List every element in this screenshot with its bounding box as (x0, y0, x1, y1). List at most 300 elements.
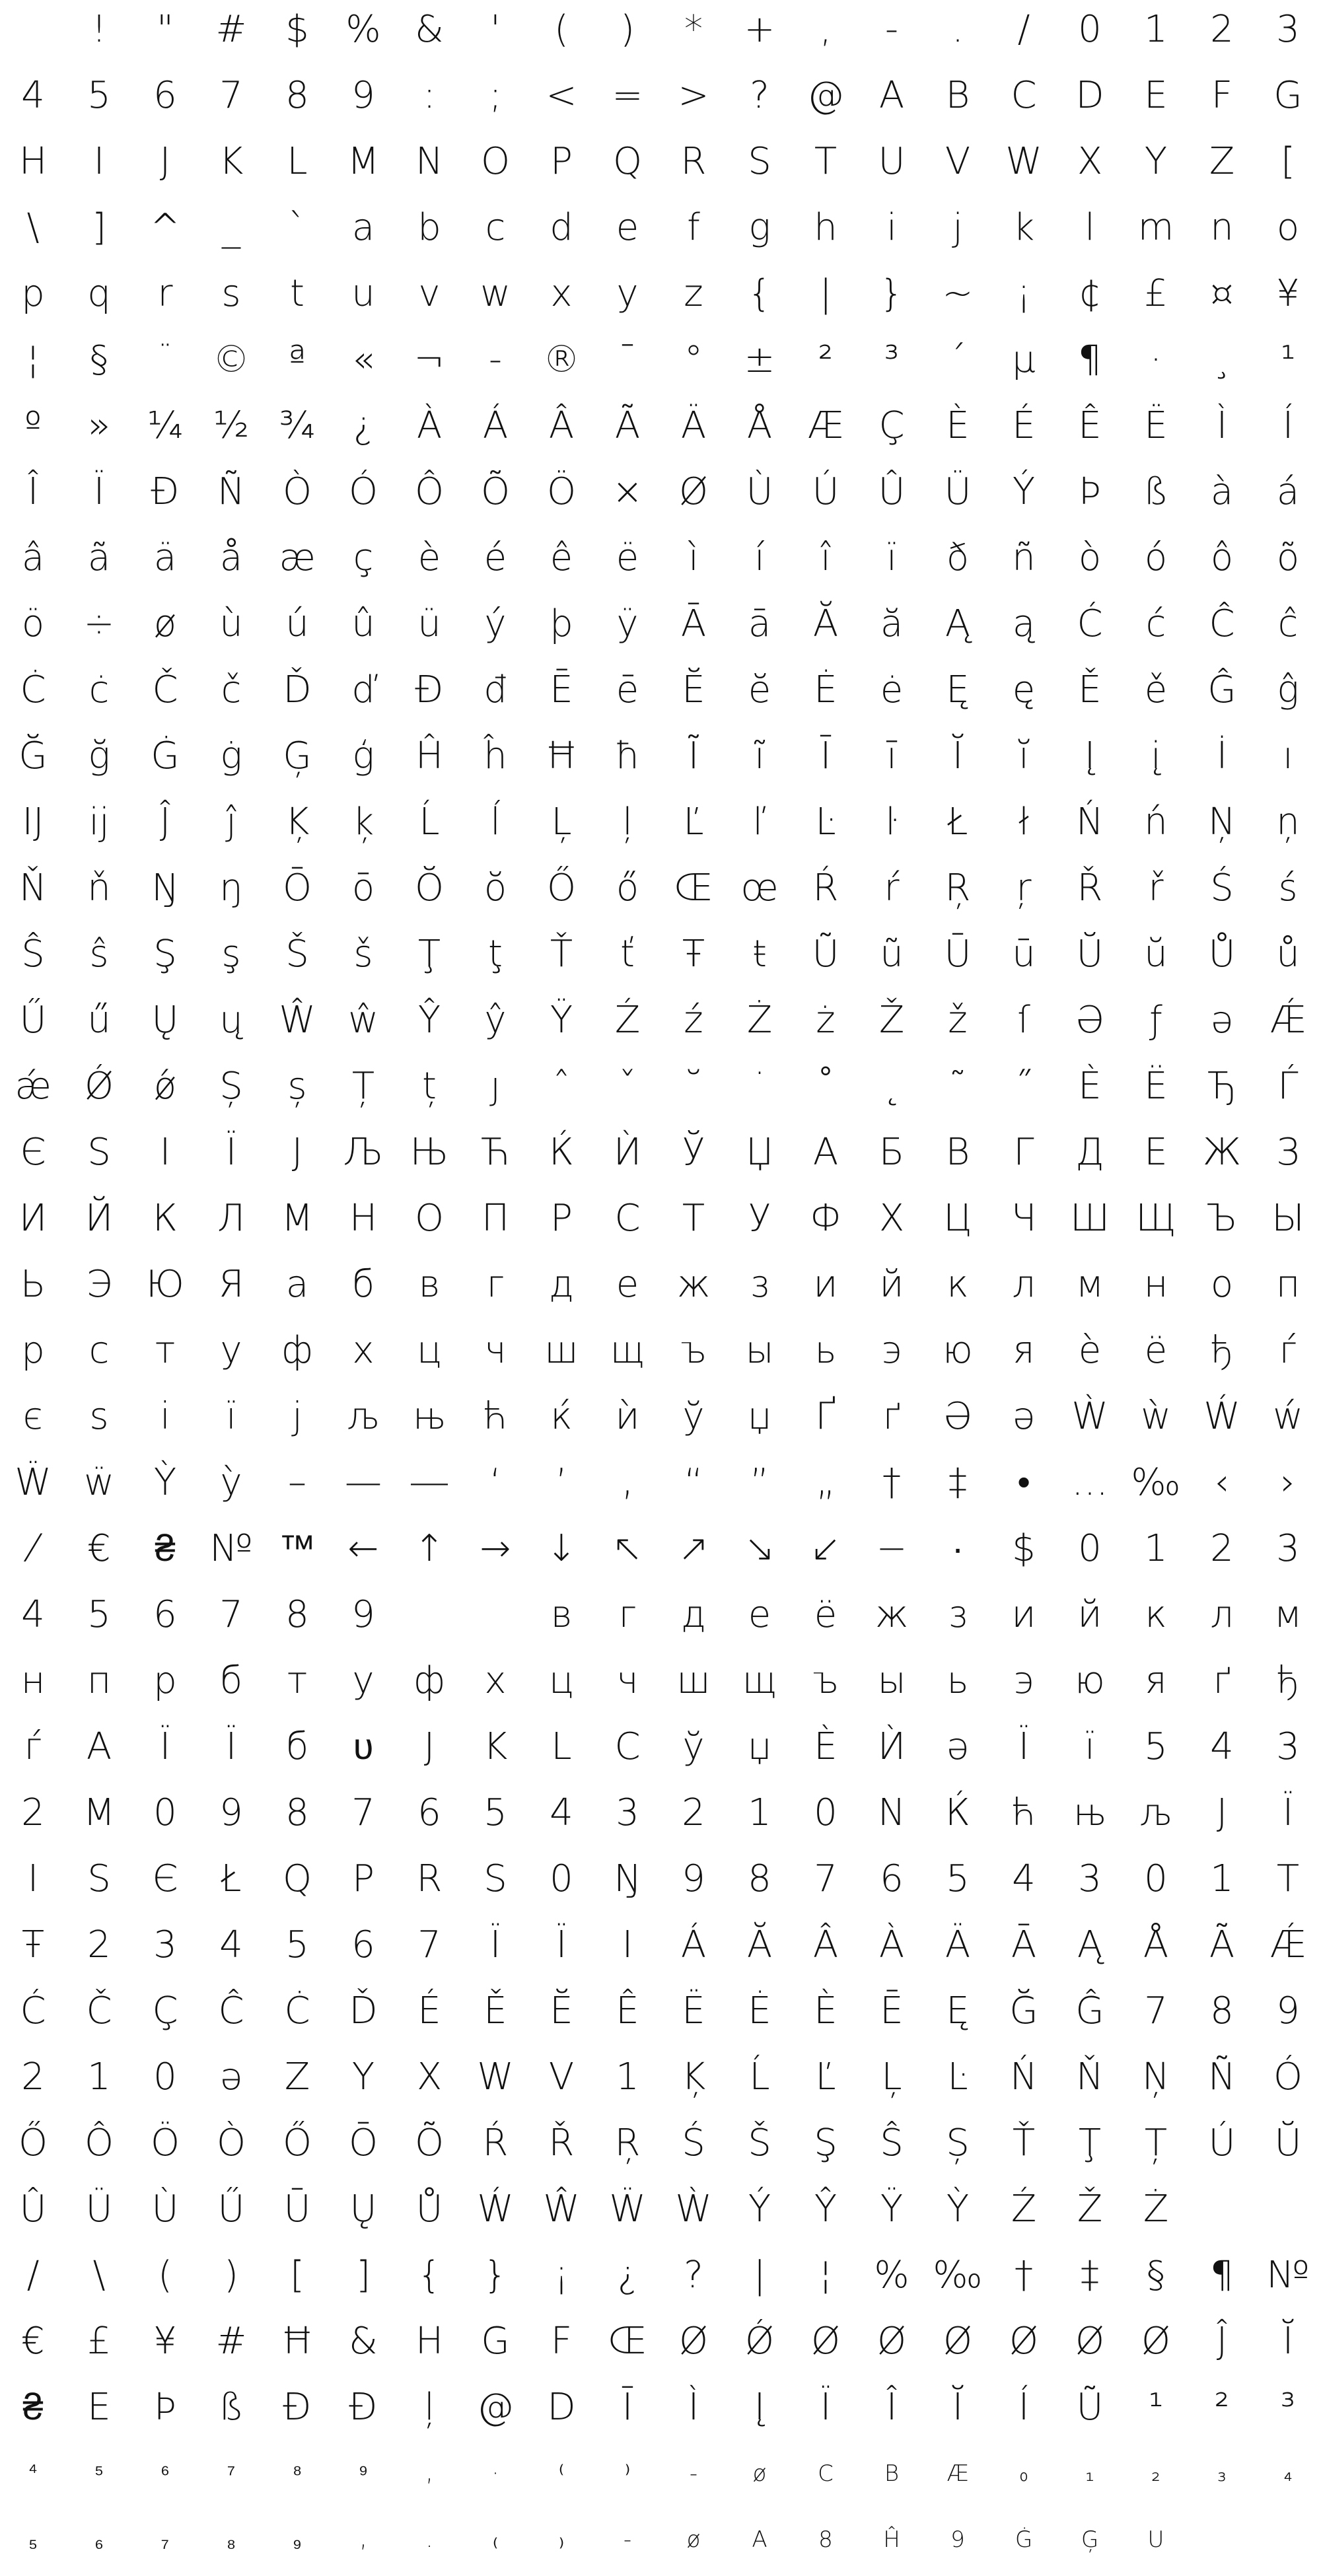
glyph-cell: Ǿ (744, 2320, 775, 2363)
glyph-cell: ’ (555, 1461, 567, 1504)
glyph-cell: ǽ (15, 1065, 52, 1108)
glyph-cell: 9 (219, 1791, 243, 1834)
glyph-cell: ā (748, 602, 771, 645)
glyph-cell: L (287, 140, 308, 183)
glyph-cell: Ѝ (877, 1725, 906, 1768)
glyph-cell: љ (1139, 1791, 1173, 1834)
glyph-cell: Ŧ (21, 1923, 45, 1966)
glyph-cell: E (87, 2386, 111, 2429)
glyph-cell: Â (812, 1923, 839, 1966)
glyph-cell: Р (550, 1197, 573, 1240)
glyph-cell: Ŗ (614, 2122, 641, 2165)
glyph-cell: é (483, 536, 507, 579)
glyph-cell: ë (616, 536, 639, 579)
glyph-cell: ļ (622, 801, 633, 843)
glyph-cell: Ů (415, 2188, 443, 2231)
glyph-cell: Ė (748, 1989, 771, 2032)
glyph-cell: / (1017, 8, 1030, 51)
glyph-cell: 3 (616, 1791, 639, 1834)
glyph-cell: ŕ (884, 867, 900, 910)
glyph-cell: Ŝ (21, 933, 45, 976)
glyph-cell: ⁸ (292, 2460, 303, 2487)
glyph-cell: ч (484, 1329, 507, 1372)
glyph-cell: G (1273, 74, 1303, 117)
glyph-cell: К (153, 1197, 178, 1240)
glyph-cell: Ő (546, 867, 577, 910)
glyph-cell: ] (92, 206, 106, 249)
glyph-cell: @ (807, 74, 844, 117)
glyph-cell: { (748, 272, 771, 315)
glyph-cell: з (947, 1593, 968, 1636)
glyph-cell: ˚ (816, 1065, 835, 1108)
glyph-cell: Ů (1208, 933, 1236, 976)
glyph-cell: ? (684, 2254, 703, 2297)
glyph-cell: ґ (1213, 1659, 1231, 1702)
glyph-cell: j (952, 206, 963, 249)
glyph-cell: Ð (151, 470, 180, 513)
glyph-cell: Ï (489, 1923, 501, 1966)
glyph-cell: Ô (84, 2122, 114, 2165)
glyph-cell: õ (1276, 536, 1300, 579)
glyph-cell: ї (226, 1395, 236, 1438)
glyph-cell: ѓ (24, 1725, 42, 1768)
glyph-cell: * (684, 8, 703, 51)
glyph-cell: á (1276, 470, 1300, 513)
glyph-cell: Ù (151, 2188, 179, 2231)
glyph-cell: − (876, 1527, 908, 1570)
glyph-cell: Ø (810, 2320, 841, 2363)
glyph-cell: р (153, 1659, 177, 1702)
glyph-cell: 8 (748, 1857, 771, 1900)
glyph-cell: 1 (748, 1791, 771, 1834)
glyph-cell: À (878, 1923, 905, 1966)
glyph-cell: Ђ (1207, 1065, 1237, 1108)
glyph-cell: З (1276, 1131, 1300, 1174)
glyph-cell: ĺ (490, 801, 501, 843)
glyph-cell: $ (285, 8, 309, 51)
glyph-cell: у (352, 1659, 375, 1702)
glyph-cell: ŝ (89, 933, 109, 976)
glyph-cell: E (1144, 74, 1168, 117)
glyph-cell: Q (282, 1857, 312, 1900)
glyph-cell: ĕ (748, 668, 771, 711)
glyph-cell: h (814, 206, 838, 249)
glyph-cell: ċ (89, 668, 110, 711)
glyph-cell: ‘ (489, 1461, 501, 1504)
glyph-cell: • (1017, 1461, 1030, 1504)
glyph-cell: ¶ (1210, 2254, 1234, 2297)
glyph-cell: É (1012, 404, 1036, 447)
glyph-cell: Ú (812, 470, 839, 513)
glyph-cell: e (616, 206, 639, 249)
glyph-cell: ñ (1012, 536, 1036, 579)
glyph-cell: Ї (1018, 1725, 1030, 1768)
glyph-cell: н (20, 1659, 46, 1702)
glyph-cell: ŗ (1016, 867, 1032, 910)
glyph-cell: ș (287, 1065, 307, 1108)
glyph-cell: Ő (18, 2122, 48, 2165)
glyph-cell: ð (946, 536, 970, 579)
glyph-cell: ‚ (622, 1461, 633, 1504)
glyph-cell: Œ (674, 867, 713, 910)
glyph-cell: ø (752, 2460, 767, 2487)
glyph-cell: † (1015, 2254, 1033, 2297)
glyph-cell: Ä (945, 1923, 971, 1966)
glyph-cell: ї (1085, 1725, 1095, 1768)
glyph-cell: С (614, 1197, 641, 1240)
glyph-cell: ø (153, 602, 177, 645)
glyph-cell: I (622, 1923, 633, 1966)
glyph-cell: Č (86, 1989, 112, 2032)
glyph-cell: . (425, 2526, 433, 2553)
glyph-cell: 6 (351, 1923, 375, 1966)
glyph-cell: ĭ (1018, 734, 1029, 777)
glyph-cell: & (415, 8, 444, 51)
glyph-cell: Ţ (417, 933, 441, 976)
glyph-cell: Ĝ (1075, 1989, 1104, 2032)
glyph-cell: G (481, 2320, 510, 2363)
glyph-cell: т (287, 1659, 308, 1702)
glyph-cell: Ū (283, 2188, 311, 2231)
glyph-cell: ß (1143, 470, 1168, 513)
glyph-cell: Ё (1144, 1065, 1168, 1108)
glyph-cell: P (352, 1857, 375, 1900)
glyph-cell: D (1075, 74, 1104, 117)
glyph-cell: Ș (946, 2122, 970, 2165)
glyph-cell: ₁ (1085, 2460, 1094, 2487)
glyph-cell: Á (482, 404, 509, 447)
glyph-cell: ↗ (678, 1527, 709, 1570)
glyph-cell: Ų (349, 2188, 377, 2231)
glyph-cell: Ŷ (417, 999, 441, 1042)
glyph-cell: ¼ (147, 404, 184, 447)
glyph-cell: ż (816, 999, 836, 1042)
glyph-cell: ѐ (1078, 1329, 1102, 1372)
glyph-cell: ᴜ (353, 1725, 374, 1768)
glyph-cell: Ț (1144, 2122, 1168, 2165)
glyph-cell: , (820, 8, 832, 51)
glyph-cell: t (290, 272, 304, 315)
glyph-cell: ⁷ (227, 2460, 236, 2487)
glyph-cell: ! (91, 8, 107, 51)
glyph-cell: \ (92, 2254, 106, 2297)
glyph-cell: È (814, 1725, 838, 1768)
glyph-cell: : (423, 74, 436, 117)
glyph-cell: х (484, 1659, 507, 1702)
glyph-cell: Š (285, 933, 309, 976)
glyph-cell: ← (347, 1527, 379, 1570)
glyph-cell: 5 (285, 1923, 309, 1966)
glyph-cell: Ĥ (415, 734, 444, 777)
glyph-cell: \ (26, 206, 40, 249)
glyph-cell: 1 (1210, 1857, 1234, 1900)
glyph-cell: ½ (213, 404, 250, 447)
glyph-cell: љ (346, 1395, 380, 1438)
glyph-cell: ÷ (83, 602, 115, 645)
glyph-cell: 7 (351, 1791, 375, 1834)
glyph-cell: Ї (225, 1131, 237, 1174)
glyph-cell: Ã (614, 404, 641, 447)
glyph-cell: U (1147, 2526, 1164, 2553)
glyph-cell: Ŝ (880, 2122, 904, 2165)
glyph-cell: - (884, 8, 899, 51)
glyph-cell: 0 (550, 1857, 573, 1900)
glyph-cell: Ю (146, 1263, 184, 1306)
glyph-cell: r (157, 272, 173, 315)
glyph-cell: ® (543, 338, 580, 381)
glyph-cell: ж (676, 1263, 711, 1306)
glyph-cell: Ñ (217, 470, 245, 513)
glyph-cell: Е (1144, 1131, 1168, 1174)
glyph-cell: - (488, 338, 503, 381)
glyph-cell: 2 (1210, 8, 1234, 51)
glyph-cell: Ğ (1009, 1989, 1038, 2032)
glyph-cell: g (748, 206, 771, 249)
glyph-cell: Ś (1210, 867, 1234, 910)
glyph-cell: ĝ (1277, 668, 1299, 711)
glyph-cell: п (1275, 1263, 1301, 1306)
glyph-cell: ә (946, 1725, 970, 1768)
glyph-cell: B (945, 74, 970, 117)
glyph-cell: и (1011, 1593, 1036, 1636)
glyph-cell: Ħ (544, 734, 579, 777)
glyph-cell: B (884, 2460, 900, 2487)
glyph-cell: ₀ (1019, 2460, 1028, 2487)
glyph-cell: N (415, 140, 443, 183)
glyph-cell: р (21, 1329, 45, 1372)
glyph-cell: · (491, 2460, 499, 2487)
glyph-cell: Э (86, 1263, 112, 1306)
glyph-cell: Ґ (815, 1395, 836, 1438)
glyph-cell: ó (1144, 536, 1168, 579)
glyph-cell: Ț (351, 1065, 375, 1108)
glyph-cell: ď (351, 668, 375, 711)
glyph-cell: Ş (153, 933, 177, 976)
glyph-cell: Ă (812, 602, 839, 645)
glyph-cell: M (347, 140, 380, 183)
glyph-cell: 3 (1276, 1527, 1300, 1570)
glyph-cell: 7 (219, 1593, 243, 1636)
glyph-cell: э (1013, 1659, 1034, 1702)
glyph-cell: Ä (680, 404, 707, 447)
glyph-cell: Ġ (1015, 2526, 1033, 2553)
glyph-cell: у (220, 1329, 242, 1372)
glyph-cell: ' (490, 8, 501, 51)
glyph-cell: Ģ (283, 734, 312, 777)
glyph-cell: H (415, 2320, 444, 2363)
glyph-cell: Ì (1216, 404, 1228, 447)
glyph-cell: 7 (1144, 1989, 1168, 2032)
glyph-cell: Ķ (681, 2056, 706, 2098)
glyph-cell: Î (886, 2386, 898, 2429)
glyph-cell: Ч (1011, 1197, 1037, 1240)
glyph-cell: Î (27, 470, 39, 513)
glyph-cell: щ (742, 1659, 777, 1702)
glyph-cell: Ē (880, 1989, 904, 2032)
glyph-cell: м (1273, 1593, 1303, 1636)
glyph-cell: ⁾ (624, 2460, 631, 2487)
glyph-cell: | (753, 2254, 766, 2297)
glyph-cell: ú (285, 602, 309, 645)
glyph-cell: Ǽ (1269, 999, 1306, 1042)
glyph-cell: ï (886, 536, 897, 579)
glyph-cell: Ẁ (675, 2188, 712, 2231)
glyph-cell: Щ (1135, 1197, 1176, 1240)
glyph-cell: ė (880, 668, 904, 711)
glyph-cell: Ќ (549, 1131, 574, 1174)
glyph-cell: Ň (1076, 2056, 1104, 2098)
glyph-cell: 9 (351, 1593, 375, 1636)
glyph-cell: Є (20, 1131, 46, 1174)
glyph-cell: Ý (748, 2188, 771, 2231)
glyph-cell: Ï (820, 2386, 832, 2429)
glyph-cell: Ķ (285, 801, 310, 843)
glyph-cell: Ŵ (543, 2188, 580, 2231)
glyph-cell: û (351, 602, 375, 645)
glyph-cell: a (351, 206, 375, 249)
glyph-cell: ф (281, 1329, 313, 1372)
glyph-cell: ň (87, 867, 111, 910)
glyph-cell: x (550, 272, 573, 315)
glyph-cell: “ (684, 1461, 703, 1504)
glyph-cell: ẃ (1273, 1395, 1303, 1438)
glyph-cell: Ъ (1206, 1197, 1238, 1240)
glyph-cell: Н (349, 1197, 378, 1240)
glyph-cell: ă (880, 602, 904, 645)
glyph-cell: ² (1214, 2386, 1230, 2429)
glyph-cell: Ć (20, 1989, 46, 2032)
glyph-cell: F (1211, 74, 1233, 117)
glyph-cell: L (551, 1725, 572, 1768)
glyph-cell: й (879, 1263, 904, 1306)
glyph-cell: ↑ (413, 1527, 445, 1570)
glyph-cell: Ę (946, 1989, 970, 2032)
glyph-cell: Ö (150, 2122, 180, 2165)
glyph-cell: Ó (1273, 2056, 1303, 2098)
glyph-cell: š (353, 933, 373, 976)
glyph-cell: ¿ (353, 404, 374, 447)
glyph-cell: Ľ (683, 801, 704, 843)
glyph-cell: Ј (291, 1131, 303, 1174)
glyph-cell: 0 (153, 1791, 177, 1834)
glyph-cell: ŭ (1144, 933, 1168, 976)
glyph-cell: S (87, 1857, 111, 1900)
glyph-cell: в (418, 1263, 441, 1306)
glyph-cell: Ğ (18, 734, 48, 777)
glyph-cell: È (814, 1989, 838, 2032)
glyph-cell: ₄ (1283, 2460, 1293, 2487)
glyph-cell: 3 (1078, 1857, 1102, 1900)
glyph-cell: Ẅ (15, 1461, 52, 1504)
glyph-cell: 1 (1144, 1527, 1168, 1570)
glyph-cell: ] (356, 2254, 371, 2297)
glyph-cell: & (349, 2320, 378, 2363)
glyph-cell: Ф (809, 1197, 842, 1240)
glyph-cell: ŵ (348, 999, 378, 1042)
glyph-cell: Ẃ (1203, 1395, 1240, 1438)
glyph-cell: 4 (21, 1593, 45, 1636)
glyph-cell: Į (754, 2386, 766, 2429)
glyph-cell: ³ (1280, 2386, 1296, 2429)
glyph-cell: ç (353, 536, 374, 579)
glyph-cell: № (209, 1527, 253, 1570)
glyph-cell: 3 (1276, 8, 1300, 51)
glyph-cell: Þ (154, 2386, 176, 2429)
glyph-cell: Џ (745, 1131, 774, 1174)
glyph-cell: ₃ (1217, 2460, 1227, 2487)
glyph-cell: Ø (1075, 2320, 1105, 2363)
glyph-cell: Ŧ (682, 933, 705, 976)
glyph-cell: 2 (682, 1791, 705, 1834)
glyph-cell: « (351, 338, 375, 381)
glyph-cell: ĩ (754, 734, 765, 777)
glyph-cell: ђ (1276, 1659, 1300, 1702)
glyph-cell: Ź (1011, 2188, 1037, 2231)
glyph-cell: Ў (682, 1131, 705, 1174)
glyph-cell: Ř (548, 2122, 575, 2165)
glyph-cell: c (485, 206, 506, 249)
glyph-cell: ų (219, 999, 243, 1042)
glyph-cell: ф (413, 1659, 445, 1702)
glyph-cell: Õ (480, 470, 511, 513)
glyph-cell: K (483, 1725, 508, 1768)
glyph-cell: Ű (19, 999, 47, 1042)
glyph-cell: Í (1018, 2386, 1030, 2429)
glyph-cell: Ť (550, 933, 573, 976)
glyph-cell: ? (750, 74, 769, 117)
glyph-cell: ĉ (1277, 602, 1299, 645)
glyph-cell: ° (684, 338, 703, 381)
glyph-cell: ü (417, 602, 441, 645)
glyph-cell: б (351, 1263, 375, 1306)
glyph-cell: » (87, 404, 111, 447)
glyph-cell: ò (1078, 536, 1102, 579)
glyph-cell: А (86, 1725, 112, 1768)
glyph-cell: Æ (946, 2460, 969, 2487)
glyph-cell: Ó (348, 470, 378, 513)
glyph-cell: Ş (814, 2122, 838, 2165)
glyph-cell: ũ (880, 933, 904, 976)
glyph-cell: ŷ (484, 999, 507, 1042)
glyph-cell: Ç (152, 1989, 178, 2032)
glyph-cell: ˛ (882, 1065, 901, 1108)
glyph-cell: Ľ (815, 2056, 836, 2098)
glyph-cell: 0 (1078, 8, 1102, 51)
glyph-cell: Ź (614, 999, 641, 1042)
glyph-cell: ś (1278, 867, 1298, 910)
glyph-cell: ỳ (220, 1461, 242, 1504)
glyph-cell: ˝ (1015, 1065, 1033, 1108)
glyph-cell: Į (1084, 734, 1096, 777)
glyph-cell: ä (153, 536, 177, 579)
glyph-cell: T (814, 140, 838, 183)
glyph-cell: ¦ (819, 2254, 832, 2297)
glyph-cell: 8 (285, 74, 309, 117)
glyph-cell: Ĕ (682, 668, 705, 711)
glyph-cell: / (26, 2254, 40, 2297)
glyph-cell: Ĥ (883, 2526, 900, 2553)
glyph-cell: Ỳ (153, 1461, 177, 1504)
glyph-cell: Ŷ (814, 2188, 838, 2231)
glyph-cell: = (612, 74, 643, 117)
glyph-cell: Л (217, 1197, 246, 1240)
glyph-cell: ћ (1011, 1791, 1036, 1834)
glyph-cell: ¥ (1276, 272, 1300, 315)
glyph-cell: £ (1144, 272, 1168, 315)
glyph-cell: ĳ (89, 801, 110, 843)
glyph-cell: Ď (349, 1989, 378, 2032)
glyph-cell: џ (747, 1725, 772, 1768)
